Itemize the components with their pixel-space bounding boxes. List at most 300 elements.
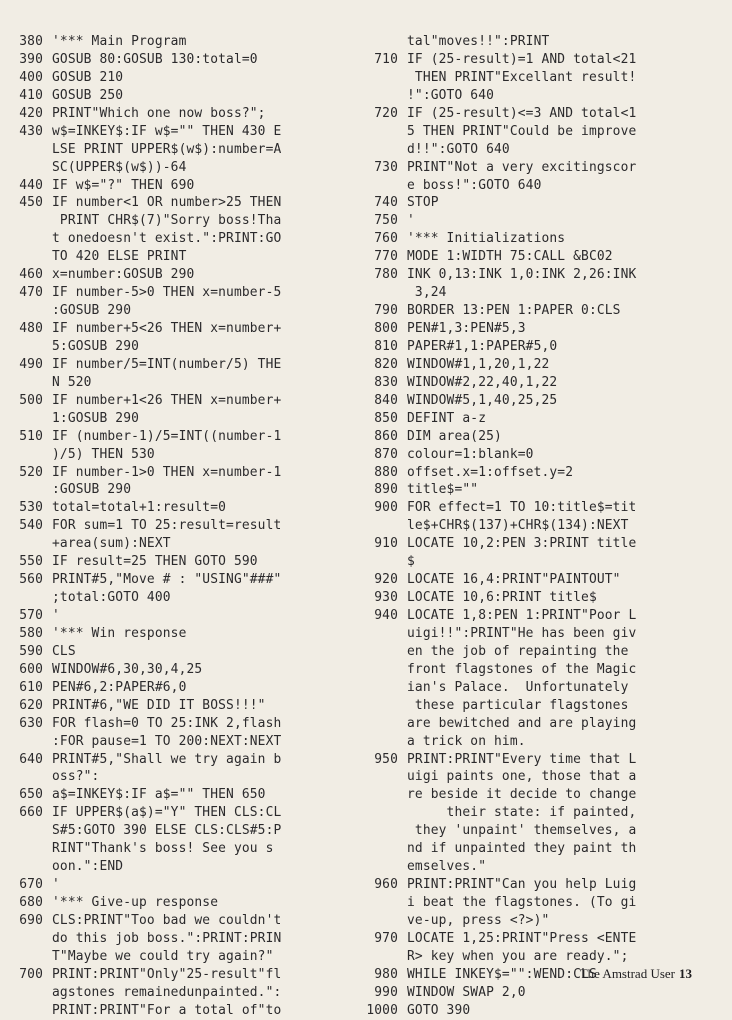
code-line [0, 876, 350, 894]
code-text: WINDOW#2,22,40,1,22 [407, 374, 558, 390]
code-text: S#5:GOTO 390 ELSE CLS:CLS#5:P [52, 823, 282, 839]
code-line [356, 51, 732, 69]
line-number: 750 [374, 213, 398, 229]
line-number: 790 [374, 303, 398, 319]
line-number: 910 [374, 536, 398, 552]
code-text: GOSUB 210 [52, 69, 124, 85]
line-number: 570 [19, 608, 43, 623]
line-number: 800 [374, 321, 398, 336]
code-text: WHILE INKEY$="":WEND:CLS [407, 966, 597, 982]
line-number [0, 1002, 52, 1020]
line-number: 860 [374, 428, 398, 444]
line-number: 620 [19, 697, 43, 713]
listing-left-column [0, 33, 350, 1020]
line-number: 450 [19, 195, 43, 211]
code-text: MODE 1:WIDTH 75:CALL &BC02 [407, 249, 613, 265]
code-text: DIM area(25) [407, 428, 502, 444]
line-number [356, 123, 407, 141]
line-number [356, 284, 407, 302]
code-line [0, 51, 350, 69]
code-line [356, 643, 732, 661]
code-line [0, 338, 350, 356]
line-number: 460 [19, 267, 43, 283]
code-text: these particular flagstones [407, 697, 629, 713]
code-line [0, 230, 350, 248]
line-number [0, 840, 52, 858]
code-text: DEFINT a-z [407, 410, 487, 426]
line-number: 660 [19, 805, 43, 821]
code-line [0, 248, 350, 266]
code-text: TO 420 ELSE PRINT [52, 249, 187, 265]
code-text: LOCATE 1,8:PEN 1:PRINT"Poor L [407, 608, 637, 623]
line-number: 930 [374, 590, 398, 606]
code-line [0, 840, 350, 858]
line-number [356, 822, 407, 840]
code-text: total=total+1:result=0 [52, 500, 227, 516]
page-number: 13 [679, 966, 692, 981]
code-line [0, 159, 350, 177]
code-line [356, 392, 732, 410]
code-line [0, 464, 350, 482]
code-line [356, 912, 732, 930]
code-text: a trick on him. [407, 733, 526, 749]
code-text: FOR sum=1 TO 25:result=result [52, 518, 282, 534]
line-number [356, 840, 407, 858]
line-number: 960 [374, 877, 398, 893]
code-text: IF (number-1)/5=INT((number-1 [52, 428, 282, 444]
code-line [0, 715, 350, 733]
code-text: CLS:PRINT"Too bad we couldn't [52, 912, 282, 928]
code-line [356, 33, 732, 51]
code-line [0, 123, 350, 141]
code-text: CLS [52, 643, 76, 659]
line-number [356, 804, 407, 822]
line-number [356, 661, 407, 679]
code-line [356, 804, 732, 822]
line-number [0, 410, 52, 428]
line-number [0, 141, 52, 159]
line-number [356, 912, 407, 930]
line-number: 480 [19, 321, 43, 336]
code-text: PRINT:PRINT"Can you help Luig [407, 877, 637, 893]
line-number: 980 [374, 966, 398, 982]
line-number: 640 [19, 751, 43, 767]
code-line [0, 284, 350, 302]
code-text: re beside it decide to change [407, 787, 637, 803]
line-number [0, 374, 52, 392]
code-text: uigi paints one, those that a [407, 769, 637, 785]
code-line [0, 374, 350, 392]
code-line [356, 159, 732, 177]
code-text: ;total:GOTO 400 [52, 590, 171, 606]
code-line [0, 661, 350, 679]
code-text: a$=INKEY$:IF a$="" THEN 650 [52, 787, 266, 803]
line-number [356, 768, 407, 786]
code-line [356, 786, 732, 804]
line-number: 680 [19, 895, 43, 910]
code-text: w$=INKEY$:IF w$="" THEN 430 E [52, 123, 282, 139]
line-number: 510 [19, 428, 43, 444]
code-text: :FOR pause=1 TO 200:NEXT:NEXT [52, 733, 282, 749]
code-text: IF number-5>0 THEN x=number-5 [52, 285, 282, 301]
line-number [356, 948, 407, 966]
line-number: 700 [19, 966, 43, 982]
line-number: 440 [19, 177, 43, 193]
code-text: x=number:GOSUB 290 [52, 267, 195, 283]
code-text: '*** Give-up response [52, 895, 219, 910]
code-line [356, 123, 732, 141]
code-text: offset.x=1:offset.y=2 [407, 464, 574, 480]
code-text: ve-up, press <?>)" [407, 912, 550, 928]
code-line [356, 87, 732, 105]
code-line [356, 141, 732, 159]
code-line [0, 751, 350, 769]
code-line [0, 499, 350, 517]
code-line [356, 697, 732, 715]
code-line [0, 446, 350, 464]
code-text: nd if unpainted they paint th [407, 841, 637, 857]
code-text: IF UPPER$(a$)="Y" THEN CLS:CL [52, 805, 282, 821]
code-line [356, 840, 732, 858]
code-line [356, 948, 732, 966]
line-number: 740 [374, 195, 398, 211]
code-line [0, 948, 350, 966]
code-line [356, 266, 732, 284]
line-number: 830 [374, 374, 398, 390]
code-line [356, 284, 732, 302]
code-line [356, 212, 732, 230]
line-number [356, 517, 407, 535]
code-text: tal"moves!!":PRINT [407, 34, 550, 49]
code-text: oss?": [52, 769, 100, 785]
line-number [0, 159, 52, 177]
code-line [0, 607, 350, 625]
code-line [0, 105, 350, 123]
code-text: IF w$="?" THEN 690 [52, 177, 195, 193]
line-number: 610 [19, 679, 43, 695]
line-number: 380 [19, 34, 43, 49]
code-text: ' [52, 608, 60, 623]
line-number [356, 69, 407, 87]
code-text: agstones remainedunpainted.": [52, 984, 282, 1000]
line-number: 730 [374, 159, 398, 175]
code-line [356, 302, 732, 320]
code-line [356, 374, 732, 392]
line-number [0, 302, 52, 320]
code-line [356, 446, 732, 464]
line-number: 630 [19, 715, 43, 731]
code-text: front flagstones of the Magic [407, 661, 637, 677]
code-line [356, 105, 732, 123]
code-line [356, 571, 732, 589]
code-line [0, 697, 350, 715]
code-line [0, 212, 350, 230]
line-number [356, 177, 407, 195]
code-line [0, 625, 350, 643]
code-line [356, 320, 732, 338]
code-line [0, 804, 350, 822]
line-number: 970 [374, 930, 398, 946]
code-text: do this job boss.":PRINT:PRIN [52, 930, 282, 946]
line-number: 580 [19, 625, 43, 641]
code-text: RINT"Thank's boss! See you s [52, 841, 274, 857]
code-text: PRINT"Which one now boss?"; [52, 105, 266, 121]
line-number: 900 [374, 500, 398, 516]
code-text: LSE PRINT UPPER$(w$):number=A [52, 141, 282, 157]
code-line [0, 894, 350, 912]
code-text: '*** Win response [52, 625, 187, 641]
line-number: 780 [374, 267, 398, 283]
code-line [0, 679, 350, 697]
code-line [356, 607, 732, 625]
code-line [0, 266, 350, 284]
code-text: IF number-1>0 THEN x=number-1 [52, 464, 282, 480]
line-number: 560 [19, 572, 43, 588]
code-line [356, 517, 732, 535]
line-number: 940 [374, 608, 398, 623]
code-text: IF (25-result)<=3 AND total<1 [407, 105, 637, 121]
line-number [0, 248, 52, 266]
line-number: 950 [374, 751, 398, 767]
code-line [356, 410, 732, 428]
line-number: 820 [374, 356, 398, 372]
line-number: 490 [19, 356, 43, 372]
code-text: le$+CHR$(137)+CHR$(134):NEXT [407, 518, 629, 534]
code-text: ' [52, 877, 60, 893]
code-line [356, 464, 732, 482]
line-number: 410 [19, 87, 43, 103]
code-text: GOTO 390 [407, 1002, 471, 1018]
code-text: 1:GOSUB 290 [52, 410, 140, 426]
code-text: WINDOW#1,1,20,1,22 [407, 356, 550, 372]
line-number: 600 [19, 661, 43, 677]
line-number [0, 338, 52, 356]
line-number: 690 [19, 912, 43, 928]
code-text: PRINT#5,"Move # : "USING"###" [52, 572, 282, 588]
code-text: :GOSUB 290 [52, 303, 132, 319]
line-number [0, 948, 52, 966]
code-line [0, 1002, 350, 1020]
code-text: IF (25-result)=1 AND total<21 [407, 51, 637, 67]
line-number: 840 [374, 392, 398, 408]
line-number [0, 589, 52, 607]
line-number [356, 553, 407, 571]
code-line [0, 930, 350, 948]
code-text: PEN#1,3:PEN#5,3 [407, 321, 526, 336]
code-line [356, 499, 732, 517]
line-number: 770 [374, 249, 398, 265]
code-text: '*** Main Program [52, 34, 187, 49]
code-line [356, 69, 732, 87]
code-line [0, 356, 350, 374]
line-number: 400 [19, 69, 43, 85]
line-number: 420 [19, 105, 43, 121]
line-number: 520 [19, 464, 43, 480]
code-text: FOR flash=0 TO 25:INK 2,flash [52, 715, 282, 731]
line-number: 890 [374, 482, 398, 498]
line-number [0, 858, 52, 876]
code-text: emselves." [407, 859, 487, 875]
code-text: t onedoesn't exist.":PRINT:GO [52, 231, 282, 247]
line-number [356, 715, 407, 733]
line-number [356, 141, 407, 159]
code-line [356, 768, 732, 786]
line-number: 550 [19, 554, 43, 570]
code-line [0, 302, 350, 320]
code-text: GOSUB 80:GOSUB 130:total=0 [52, 51, 258, 67]
code-text: T"Maybe we could try again?" [52, 948, 274, 964]
code-line [0, 410, 350, 428]
line-number: 390 [19, 51, 43, 67]
line-number [356, 858, 407, 876]
code-line [0, 733, 350, 751]
code-text: !":GOTO 640 [407, 87, 495, 103]
line-number: 540 [19, 518, 43, 534]
code-text: 5 THEN PRINT"Could be improve [407, 123, 637, 139]
code-text: STOP [407, 195, 439, 211]
line-number: 880 [374, 464, 398, 480]
publication-name: The Amstrad User [579, 966, 675, 981]
code-line [356, 930, 732, 948]
code-text: PEN#6,2:PAPER#6,0 [52, 679, 187, 695]
code-line [0, 822, 350, 840]
line-number: 990 [374, 984, 398, 1000]
line-number [356, 679, 407, 697]
code-text: WINDOW#5,1,40,25,25 [407, 392, 558, 408]
line-number [356, 894, 407, 912]
code-line [0, 858, 350, 876]
code-line [356, 1002, 732, 1020]
code-line [356, 733, 732, 751]
code-text: PRINT#5,"Shall we try again b [52, 751, 282, 767]
code-text: BORDER 13:PEN 1:PAPER 0:CLS [407, 303, 621, 319]
code-line [0, 768, 350, 786]
code-text: '*** Initializations [407, 231, 566, 247]
line-number: 850 [374, 410, 398, 426]
code-line [356, 589, 732, 607]
code-text: IF number+5<26 THEN x=number+ [52, 321, 282, 336]
code-line [356, 177, 732, 195]
code-text: 5:GOSUB 290 [52, 338, 140, 354]
code-line [356, 248, 732, 266]
line-number [356, 643, 407, 661]
code-text: IF number/5=INT(number/5) THE [52, 356, 282, 372]
code-text: PRINT:PRINT"Every time that L [407, 751, 637, 767]
code-line [356, 625, 732, 643]
code-text: INK 0,13:INK 1,0:INK 2,26:INK [407, 267, 637, 283]
code-line [356, 876, 732, 894]
line-number: 430 [19, 123, 43, 139]
code-text: +area(sum):NEXT [52, 536, 171, 552]
line-number [0, 822, 52, 840]
code-text: LOCATE 10,2:PEN 3:PRINT title [407, 536, 637, 552]
code-line [0, 141, 350, 159]
code-text: their state: if painted, [407, 805, 637, 821]
code-text: LOCATE 1,25:PRINT"Press <ENTE [407, 930, 637, 946]
code-line [0, 786, 350, 804]
line-number [356, 87, 407, 105]
code-text: WINDOW SWAP 2,0 [407, 984, 526, 1000]
code-text: )/5) THEN 530 [52, 446, 155, 462]
code-text: i beat the flagstones. (To gi [407, 895, 637, 910]
code-line [356, 230, 732, 248]
line-number [0, 733, 52, 751]
code-line [0, 571, 350, 589]
code-line [356, 428, 732, 446]
code-text: LOCATE 10,6:PRINT title$ [407, 590, 597, 606]
code-line [0, 481, 350, 499]
line-number: 650 [19, 787, 43, 803]
code-text: GOSUB 250 [52, 87, 124, 103]
line-number [356, 786, 407, 804]
code-line [0, 535, 350, 553]
code-text: :GOSUB 290 [52, 482, 132, 498]
code-text: are bewitched and are playing [407, 715, 637, 731]
code-text: colour=1:blank=0 [407, 446, 534, 462]
code-text: ian's Palace. Unfortunately [407, 679, 629, 695]
line-number: 1000 [366, 1002, 398, 1018]
code-text: THEN PRINT"Excellant result! [407, 69, 637, 85]
code-text: en the job of repainting the [407, 643, 629, 659]
code-line [356, 338, 732, 356]
line-number: 760 [374, 231, 398, 247]
code-text: they 'unpaint' themselves, a [407, 823, 637, 839]
code-text: PAPER#1,1:PAPER#5,0 [407, 338, 558, 354]
line-number [356, 33, 407, 51]
code-line [0, 643, 350, 661]
code-text: N 520 [52, 374, 92, 390]
code-line [0, 320, 350, 338]
code-line [356, 481, 732, 499]
code-text: PRINT CHR$(7)"Sorry boss!Tha [52, 213, 282, 229]
code-line [0, 392, 350, 410]
code-text: 3,24 [407, 285, 447, 301]
code-text: R> key when you are ready."; [407, 948, 629, 964]
code-line [0, 553, 350, 571]
code-line [0, 33, 350, 51]
line-number [356, 625, 407, 643]
code-line [0, 966, 350, 984]
code-text: e boss!":GOTO 640 [407, 177, 542, 193]
code-text: $ [407, 554, 415, 570]
code-text: oon.":END [52, 859, 124, 875]
line-number: 710 [374, 51, 398, 67]
code-text: PRINT#6,"WE DID IT BOSS!!!" [52, 697, 266, 713]
code-line [0, 428, 350, 446]
code-line [356, 715, 732, 733]
code-text: FOR effect=1 TO 10:title$=tit [407, 500, 637, 516]
code-line [0, 87, 350, 105]
code-line [356, 679, 732, 697]
code-line [356, 894, 732, 912]
code-line [356, 751, 732, 769]
code-text: PRINT"Not a very excitingscor [407, 159, 637, 175]
code-text: PRINT:PRINT"Only"25-result"fl [52, 966, 282, 982]
code-line [356, 661, 732, 679]
code-text: LOCATE 16,4:PRINT"PAINTOUT" [407, 572, 621, 588]
code-line [0, 517, 350, 535]
code-text: WINDOW#6,30,30,4,25 [52, 661, 203, 677]
line-number [0, 930, 52, 948]
line-number: 870 [374, 446, 398, 462]
code-line [356, 356, 732, 374]
line-number [0, 446, 52, 464]
code-text: SC(UPPER$(w$))-64 [52, 159, 187, 175]
code-line [356, 822, 732, 840]
line-number: 920 [374, 572, 398, 588]
line-number: 590 [19, 643, 43, 659]
line-number: 500 [19, 392, 43, 408]
